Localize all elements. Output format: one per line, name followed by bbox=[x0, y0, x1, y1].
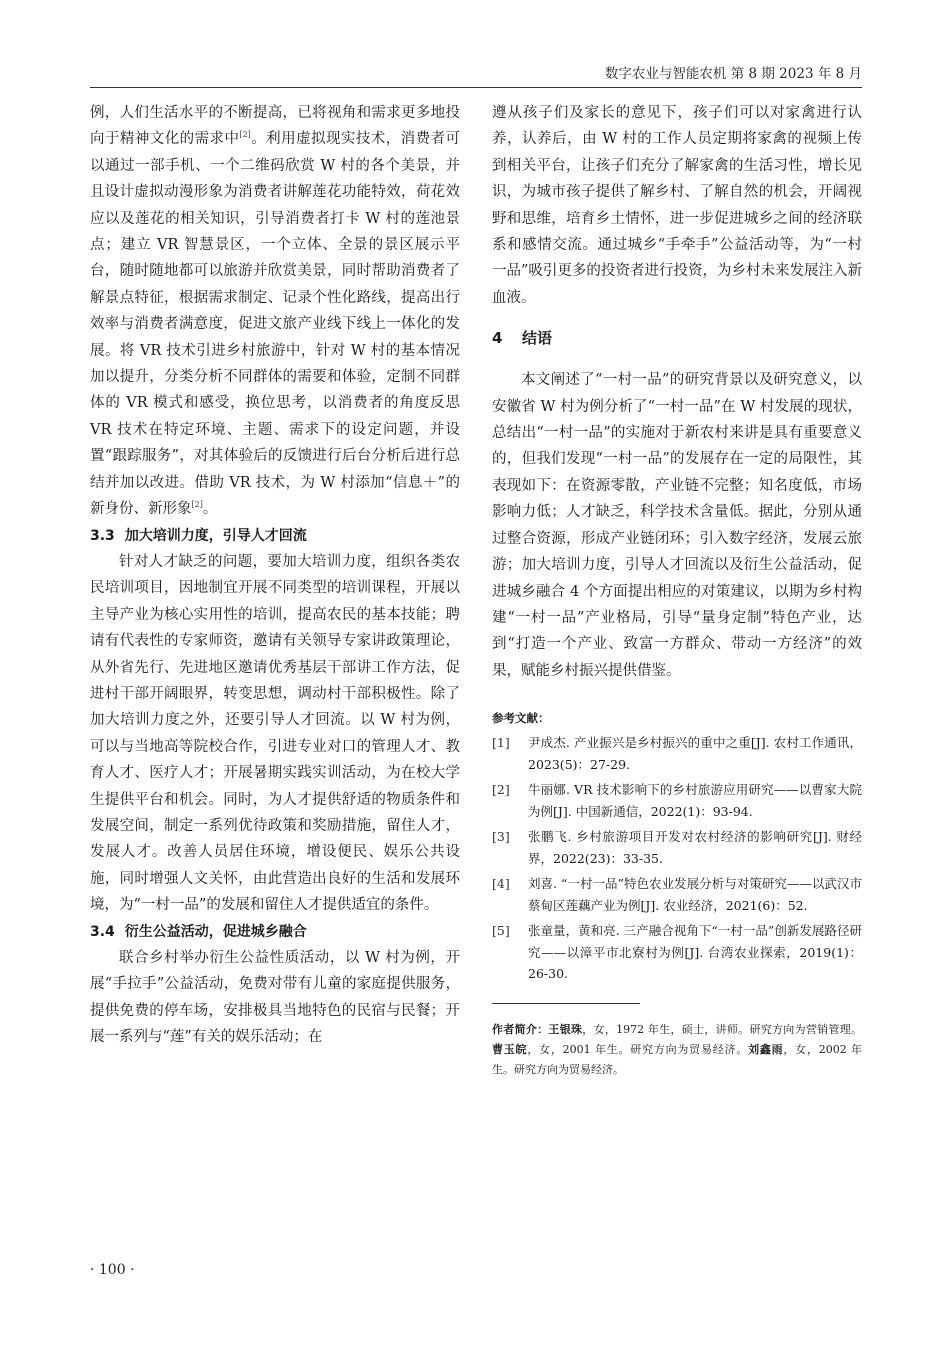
left-column bbox=[90, 100, 460, 1051]
header-rule bbox=[90, 87, 862, 88]
author-name: 曹玉皖 bbox=[492, 1042, 528, 1056]
section-title: 衍生公益活动，促进城乡融合 bbox=[124, 923, 307, 940]
author-name: 刘鑫雨 bbox=[748, 1042, 784, 1056]
reference-text: 张童量，黄和亮. 三产融合视角下“一村一品”创新发展路径研究——以漳平市北寮村为例[J]. 台湾农业探索，2019(1)：26-30. bbox=[528, 923, 862, 982]
author-desc: ，女，1972 年生，硕士，讲师。研究方向为营销管理。 bbox=[582, 1022, 863, 1036]
reference-number: [4] bbox=[492, 876, 510, 892]
paragraph-vr-technology bbox=[90, 100, 460, 523]
footnote-rule bbox=[492, 1003, 640, 1004]
text-segment: 。利用虚拟现实技术，消费者可以通过一部手机、一个二维码欣赏 W 村的各个美景，并且设计虚拟动漫形象为消费者讲解莲花功能特效，荷花效应以及莲花的相关知识，引导消费者打卡 W 村的莲池景点；建立 VR 智慧景区，一个立体、全景的景区展示平台，随时随地都可以旅游并欣赏美景，同时帮助消费者了解景点特征，根据需求制定、记录个性化路线，提高出行效率与消费者满意度，促进文旅产业线下线上一体化的发展。将 VR 技术引进乡村旅游中，针对 W 村的基本情况加以提升，分类分析不同群体的需要和体验，定制不同群体的 VR 模式和感受，换位思考，以消费者的角度反思 VR 技术在特定环境、主题、需求下的设定问题，并设置“跟踪服务”，对其体验后的反馈进行后台分析后进行总结并加以改进。借助 VR 技术，为 W 村添加“信息＋”的新身份、新形象 bbox=[90, 131, 461, 518]
author-desc: ，女，2001 年生。研究方向为贸易经济。 bbox=[527, 1042, 749, 1056]
section-heading-3-3 bbox=[90, 523, 460, 549]
paragraph-training: 针对人才缺乏的问题，要加大培训力度，组织各类农民培训项目，因地制宜开展不同类型的培训课程，开展以主导产业为核心实用性的培训，提高农民的基本技能；聘请有代表性的专家师资，邀请有关领导专家讲政策理论，从外省先行、先进地区邀请优秀基层干部讲工作方法，促进村干部开阔眼界，转变思想，调动村干部积极性。除了加大培训力度之外，还要引导人才回流。以 W 村为例，可以与当地高等院校合作，引进专业对口的管理人才、教育人才、医疗人才；开展暑期实践实训活动，为在校大学生提供平台和机会。同时，为人才提供舒适的物质条件和发展空间，制定一系列优待政策和奖励措施，留住人才，发展人才。改善人员居住环境，增设便民、娱乐公共设施，同时增强人文关怀，由此营造出良好的生活和发展环境，为“一村一品”的发展和留住人才提供适宜的条件。 bbox=[90, 553, 460, 914]
reference-text: 牛丽娜. VR 技术影响下的乡村旅游应用研究——以曹家大院为例[J]. 中国新通信，2022(1)：93-94. bbox=[528, 782, 862, 819]
text-segment: 。 bbox=[202, 501, 218, 518]
reference-text: 尹成杰. 产业振兴是乡村振兴的重中之重[J]. 农村工作通讯，2023(5)：27-29. bbox=[528, 735, 862, 772]
reference-text: 刘喜. “一村一品”特色农业发展分析与对策研究——以武汉市蔡甸区莲藕产业为例[J]. 农业经济，2021(6)：52. bbox=[528, 876, 862, 913]
author-name: 王银珠 bbox=[548, 1022, 583, 1036]
reference-item bbox=[492, 779, 862, 822]
section-number: 3.4 bbox=[90, 923, 115, 940]
section-heading-3-4 bbox=[90, 919, 460, 945]
author-bio-label: 作者简介： bbox=[492, 1022, 549, 1036]
reference-item bbox=[492, 826, 862, 869]
right-column bbox=[492, 100, 862, 1080]
section-number: 4 bbox=[492, 329, 503, 348]
reference-item bbox=[492, 873, 862, 916]
reference-number: [2] bbox=[492, 782, 510, 798]
reference-item bbox=[492, 920, 862, 985]
reference-text: 张鹏飞. 乡村旅游项目开发对农村经济的影响研究[J]. 财经界，2022(23)：33-35. bbox=[528, 829, 862, 866]
reference-number: [5] bbox=[492, 923, 510, 939]
section-title: 加大培训力度，引导人才回流 bbox=[124, 527, 307, 544]
text-segment: 例，人们生活水平的不断提高，已将视角和需求更多地投向于精神文化的需求中 bbox=[90, 105, 460, 148]
section-title: 结语 bbox=[522, 329, 553, 348]
reference-item bbox=[492, 732, 862, 775]
paragraph-public-welfare: 联合乡村举办衍生公益性质活动，以 W 村为例，开展“手拉手”公益活动，免费对带有儿童的家庭提供服务，提供免费的停车场，安排极具当地特色的民宿与民餐；开展一系列与“莲”有关的娱乐活动；在 bbox=[90, 950, 460, 1046]
page-number: · 100 · bbox=[90, 1262, 135, 1278]
author-desc: ，女，2002 年生。研究方向为贸易经济。 bbox=[492, 1042, 863, 1076]
section-number: 3.3 bbox=[90, 527, 115, 544]
running-header: 数字农业与智能农机 第 8 期 2023 年 8 月 bbox=[604, 66, 862, 82]
citation-link[interactable]: [2] bbox=[191, 500, 203, 510]
reference-number: [3] bbox=[492, 829, 510, 845]
paragraph-conclusion: 本文阐述了“一村一品”的研究背景以及研究意义，以安徽省 W 村为例分析了“一村一品”在 W 村发展的现状，总结出“一村一品”的实施对于新农村来讲是具有重要意义的，但我们发现“一村一品”的发展存在一定的局限性，其表现如下：在资源零散，产业链不完整；知名度低，市场影响力低；人才缺乏，科学技术含量低。据此，分别从通过整合资源，形成产业链闭环；引入数字经济，发展云旅游；加大培训力度，引导人才回流以及衍生公益活动，促进城乡融合 4 个方面提出相应的对策建议，以期为乡村构建“一村一品”产业格局，引导“量身定制”特色产业，达到“打造一个产业、致富一方群众、带动一方经济”的效果，赋能乡村振兴提供借鉴。 bbox=[492, 372, 862, 679]
paragraph-continued: 遵从孩子们及家长的意见下，孩子们可以对家禽进行认养，认养后，由 W 村的工作人员定期将家禽的视频上传到相关平台，让孩子们充分了解家禽的生活习性，增长见识，为城市孩子提供了解乡村、了解自然的机会，开阔视野和思维，培育乡土情怀，进一步促进城乡之间的经济联系和感情交流。通过城乡“手牵手”公益活动等，为“一村一品”吸引更多的投资者进行投资，为乡村未来发展注入新血液。 bbox=[492, 105, 862, 306]
references-title: 参考文献： bbox=[492, 711, 550, 726]
author-bio bbox=[492, 1020, 862, 1080]
reference-number: [1] bbox=[492, 735, 510, 751]
section-heading-4 bbox=[492, 325, 862, 351]
citation-link[interactable]: [2] bbox=[239, 130, 251, 140]
